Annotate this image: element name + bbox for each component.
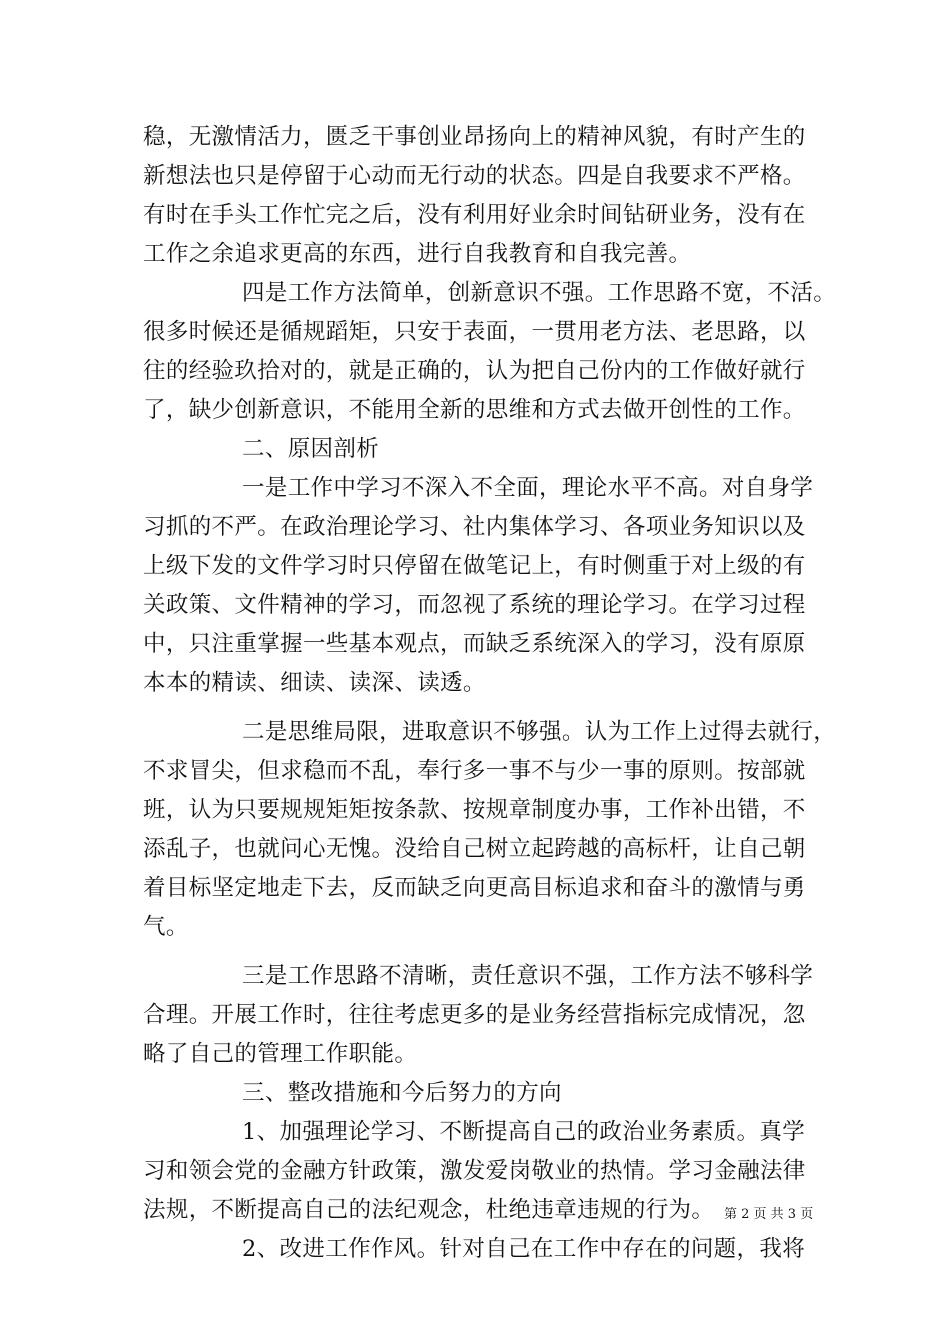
text-line: 了，缺少创新意识，不能用全新的思维和方式去做开创性的工作。 bbox=[143, 397, 806, 423]
text-line: 添乱子，也就问心无愧。没给自己树立起跨越的高标杆，让自己朝 bbox=[143, 836, 806, 862]
text-line: 本本的精读、细读、读深、读透。 bbox=[143, 670, 486, 696]
paragraph-start: 四是工作方法简单，创新意识不强。工作思路不宽，不活。 bbox=[242, 280, 837, 306]
text-line: 很多时候还是循规蹈矩，只安于表面，一贯用老方法、老思路，以 bbox=[143, 319, 806, 345]
section-heading: 三、整改措施和今后努力的方向 bbox=[242, 1080, 562, 1106]
text-line: 上级下发的文件学习时只停留在做笔记上，有时侧重于对上级的有 bbox=[143, 553, 806, 579]
text-line: 不求冒尖，但求稳而不乱，奉行多一事不与少一事的原则。按部就 bbox=[143, 758, 806, 784]
page-number: 第 2 页 共 3 页 bbox=[724, 1207, 814, 1222]
section-heading: 二、原因剖析 bbox=[242, 436, 380, 462]
text-line: 合理。开展工作时，往往考虑更多的是业务经营指标完成情况，忽 bbox=[143, 1002, 806, 1028]
text-line: 班，认为只要规规矩矩按条款、按规章制度办事，工作补出错，不 bbox=[143, 797, 806, 823]
paragraph-start: 二是思维局限，进取意识不够强。认为工作上过得去就行， bbox=[242, 719, 837, 745]
text-line: 工作之余追求更高的东西，进行自我教育和自我完善。 bbox=[143, 241, 692, 267]
paragraph-start: 三是工作思路不清晰，责任意识不强，工作方法不够科学 bbox=[242, 963, 814, 989]
paragraph-start: 2、改进工作作风。针对自己在工作中存在的问题，我将 bbox=[242, 1236, 806, 1262]
text-line: 往的经验玖拾对的，就是正确的，认为把自己份内的工作做好就行 bbox=[143, 358, 806, 384]
text-line: 有时在手头工作忙完之后，没有利用好业余时间钻研业务，没有在 bbox=[143, 202, 806, 228]
paragraph-start: 1、加强理论学习、不断提高自己的政治业务素质。真学 bbox=[242, 1119, 806, 1145]
text-line: 法规，不断提高自己的法纪观念，杜绝违章违规的行为。 bbox=[143, 1197, 715, 1223]
text-line: 着目标坚定地走下去，反而缺乏向更高目标追求和奋斗的激情与勇 bbox=[143, 875, 806, 901]
text-line: 中，只注重掌握一些基本观点，而缺乏系统深入的学习，没有原原 bbox=[143, 631, 806, 657]
text-line: 关政策、文件精神的学习，而忽视了系统的理论学习。在学习过程 bbox=[143, 592, 806, 618]
text-line: 新想法也只是停留于心动而无行动的状态。四是自我要求不严格。 bbox=[143, 163, 806, 189]
text-line: 略了自己的管理工作职能。 bbox=[143, 1041, 418, 1067]
paragraph-start: 一是工作中学习不深入不全面，理论水平不高。对自身学 bbox=[242, 475, 814, 501]
text-line: 习和领会党的金融方针政策，激发爱岗敬业的热情。学习金融法律 bbox=[143, 1158, 806, 1184]
body-text bbox=[143, 118, 837, 1269]
text-line: 习抓的不严。在政治理论学习、社内集体学习、各项业务知识以及 bbox=[143, 514, 806, 540]
text-line: 稳，无激情活力，匮乏干事创业昂扬向上的精神风貌，有时产生的 bbox=[143, 124, 806, 150]
text-line: 气。 bbox=[143, 914, 189, 940]
